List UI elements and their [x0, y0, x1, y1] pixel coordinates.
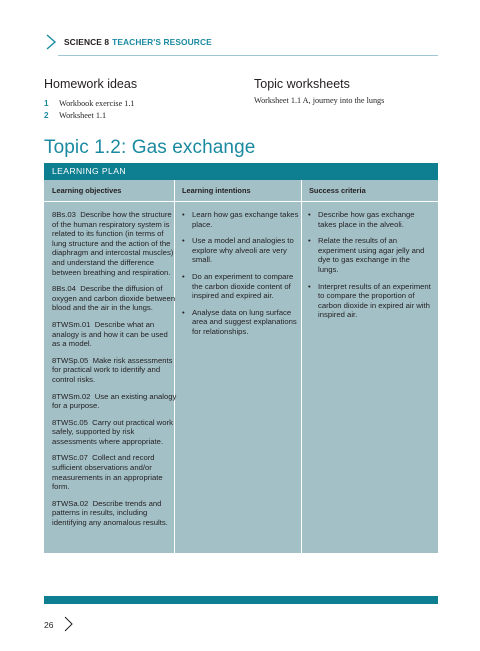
objective: [52, 284, 178, 313]
objective-code: 8Bs.04: [52, 284, 76, 294]
intention-item: • Analyse data on lung surface area and suggest explanations for relationships.: [182, 308, 300, 337]
objective: [52, 392, 178, 411]
objective: [52, 210, 178, 277]
intention-item: • Do an experiment to compare the carbon dioxide content of inspired and expired air.: [182, 272, 300, 301]
objective-code: 8TWSm.02: [52, 391, 91, 401]
objective: [52, 320, 178, 349]
objective-code: 8TWSm.01: [52, 319, 91, 329]
objective: [52, 499, 178, 528]
objective-text: Make risk assessments for practical work to identify and control risks.: [52, 355, 173, 384]
objective-text: Describe how the structure of the human respiratory system is related to its function (in terms of lung structure and the action of the diaphragm and intercostal muscles) and understand the difference between breathing and respiration.: [52, 210, 174, 277]
learning-plan-table: [44, 180, 438, 553]
objective-text: Collect and record sufficient observations and/or measurements in an appropriate form.: [52, 453, 163, 492]
objective-code: 8TWSp.05: [52, 355, 89, 365]
homework-heading: Homework ideas: [44, 77, 138, 91]
header-rule: [58, 55, 438, 56]
objective-text: Describe what an analogy is and how it can be used as a model.: [52, 319, 168, 349]
objective: [52, 418, 178, 447]
column-header: Success criteria: [309, 186, 366, 195]
intention-item: • Learn how gas exchange takes place.: [182, 210, 300, 229]
objective-text: Describe trends and patterns in results, including identifying any anomalous results.: [52, 498, 168, 528]
intentions-cell: [182, 210, 300, 344]
column-header: Learning intentions: [182, 186, 251, 195]
list-item: [44, 97, 135, 109]
homework-list: [44, 97, 135, 121]
criteria-item: • Describe how gas exchange takes place in the alveoli.: [308, 210, 432, 229]
learning-plan-bar: LEARNING PLAN: [44, 163, 438, 180]
objective: [52, 453, 178, 491]
list-item: [44, 109, 135, 121]
worksheet-item: Worksheet 1.1 A, journey into the lungs: [254, 96, 385, 105]
intention-item: • Use a model and analogies to explore why alveoli are very small.: [182, 236, 300, 265]
objective-text: Describe the diffusion of oxygen and carbon dioxide between blood and the air in the lungs.: [52, 284, 176, 313]
chevron-right-icon: [62, 615, 74, 633]
objective-text: Carry out practical work safely, supported by risk assessments where appropriate.: [52, 417, 173, 446]
item-text: Workbook exercise 1.1: [59, 98, 135, 108]
criteria-cell: [308, 210, 432, 327]
criteria-item: • Interpret results of an experiment to compare the proportion of carbon dioxide in expired air with inspired air.: [308, 282, 432, 320]
criteria-item: • Relate the results of an experiment using agar jelly and dye to gas exchange in the lungs.: [308, 236, 432, 274]
item-number: 2: [44, 110, 49, 120]
objective-code: 8TWSc.07: [52, 453, 88, 463]
page-number: 26: [44, 620, 54, 630]
objectives-cell: [52, 210, 178, 535]
objective-code: 8TWSc.05: [52, 417, 88, 427]
footer-bar: [44, 596, 438, 604]
objective-code: 8TWSa.02: [52, 498, 89, 508]
chevron-right-icon: [44, 34, 58, 50]
column-header: Learning objectives: [52, 186, 122, 195]
worksheets-heading: Topic worksheets: [254, 77, 350, 91]
running-header: [44, 34, 212, 50]
objective-code: 8Bs.03: [52, 210, 76, 219]
topic-title: Topic 1.2: Gas exchange: [44, 137, 256, 158]
header-title: TEACHER'S RESOURCE: [112, 37, 212, 47]
item-number: 1: [44, 98, 49, 108]
objective: [52, 356, 178, 385]
objective-text: Use an existing analogy for a purpose.: [52, 391, 177, 411]
table-header-row: [44, 180, 438, 202]
column-divider: [301, 180, 302, 553]
header-series: SCIENCE 8: [64, 37, 110, 47]
item-text: Worksheet 1.1: [59, 110, 107, 120]
